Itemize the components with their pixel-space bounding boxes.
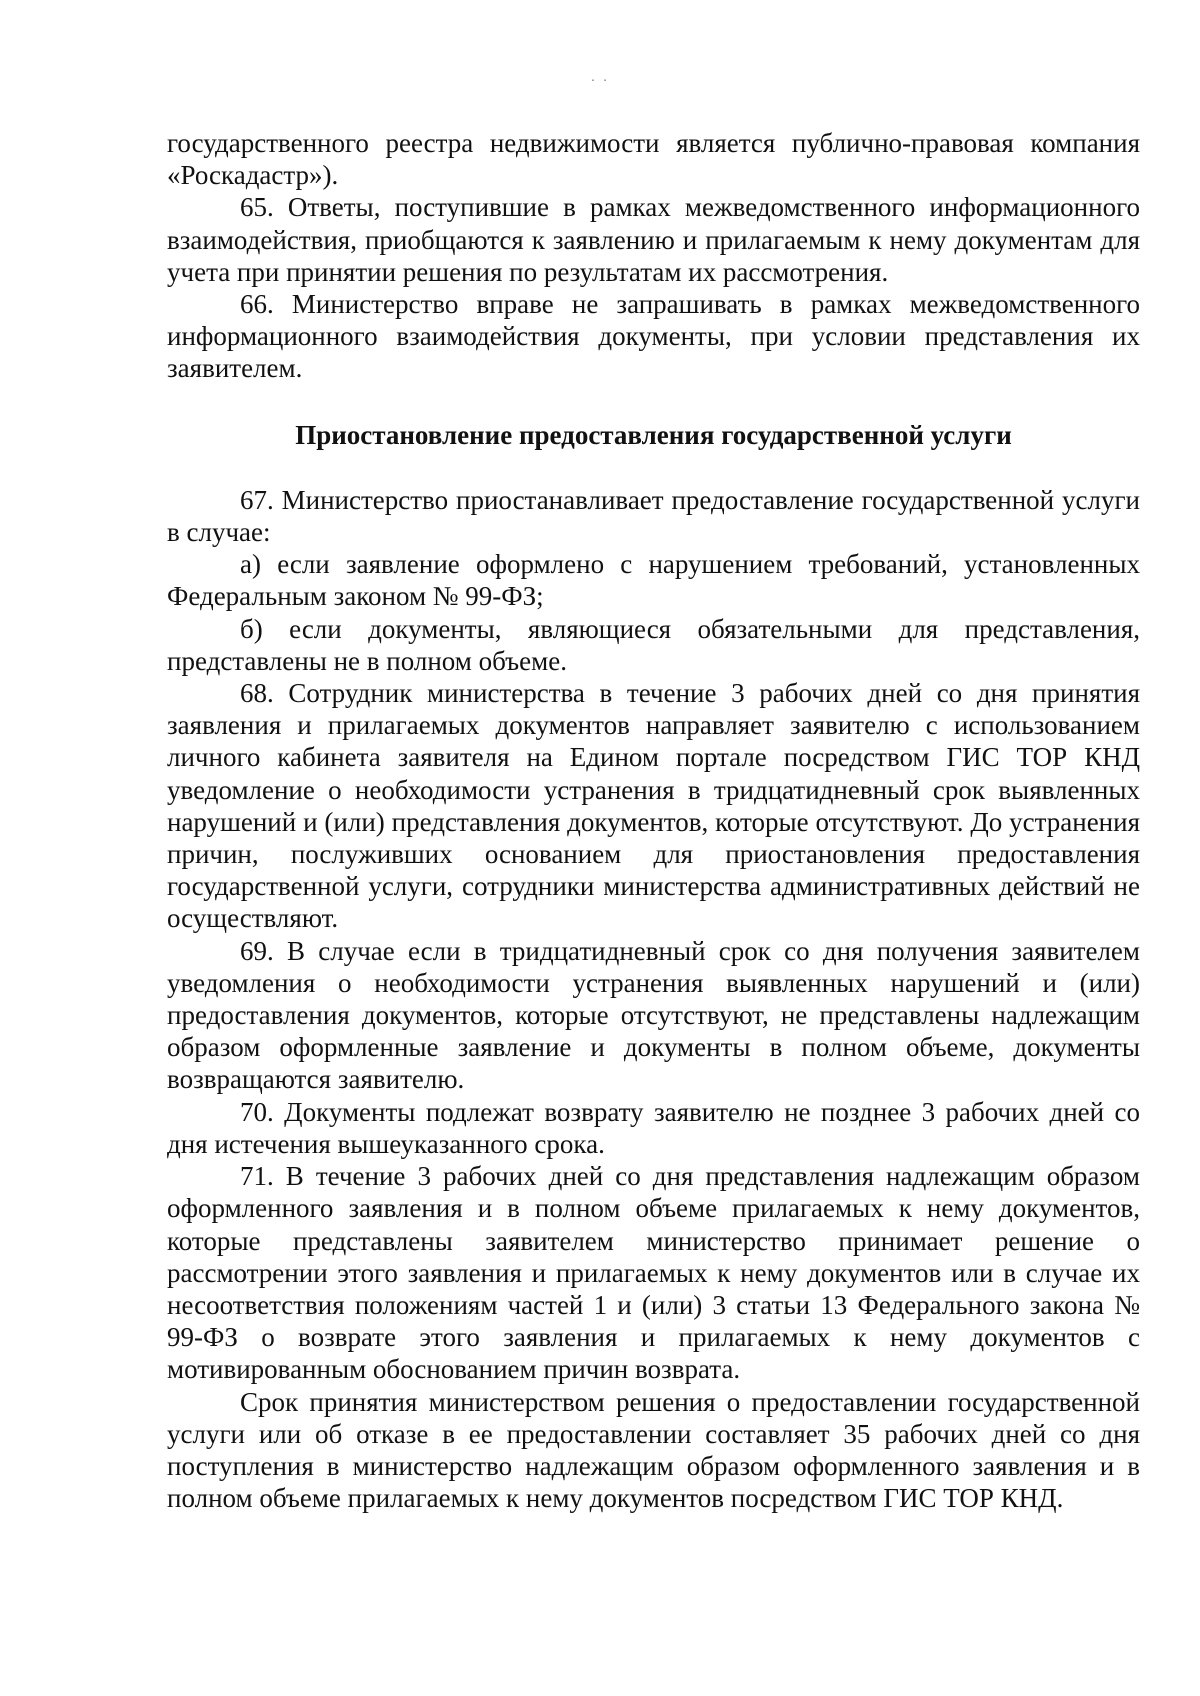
paragraph-decision-term: Срок принятия министерством решения о предоставлении государственной услуги или об отказе в ее предоставлении составляет 35 рабочих дней со дня поступления в министерство надлежащим образом оформленного заявления и в полном объеме прилагаемых к нему документов посредством ГИС ТОР КНД. (167, 1386, 1140, 1514)
paragraph-67-item-b: б) если документы, являющиеся обязательными для представления, представлены не в полном объеме. (167, 613, 1140, 676)
page-mark: · · (590, 74, 610, 89)
document-body (167, 127, 1140, 1514)
paragraph-65: 65. Ответы, поступившие в рамках межведомственного информационного взаимодействия, приобщаются к заявлению и прилагаемым к нему документам для учета при принятии решения по результатам их рассмотрения. (167, 192, 1140, 287)
paragraph-66: 66. Министерство вправе не запрашивать в рамках межведомственного информационного взаимодействия документы, при условии представления их заявителем. (167, 289, 1140, 384)
paragraph-71: 71. В течение 3 рабочих дней со дня представления надлежащим образом оформленного заявления и в полном объеме прилагаемых к нему документов, которые представлены заявителем министерство принимает решение о рассмотрении этого заявления и прилагаемых к нему документов или в случае их несоответствия положениям частей 1 и (или) 3 статьи 13 Федерального закона № 99-ФЗ о возврате этого заявления и прилагаемых к нему документов с мотивированным обоснованием причин возврата. (167, 1161, 1140, 1385)
paragraph-67: 67. Министерство приостанавливает предоставление государственной услуги в случае: (167, 484, 1140, 548)
paragraph-68: 68. Сотрудник министерства в течение 3 рабочих дней со дня принятия заявления и прилагаемых документов направляет заявителю с использованием личного кабинета заявителя на Едином портале посредством ГИС ТОР КНД уведомление о необходимости устранения в тридцатидневный срок выявленных нарушений и (или) представления документов, которые отсутствуют. До устранения причин, послуживших основанием для приостановления предоставления государственной услуги, сотрудники министерства административных действий не осуществляют. (167, 678, 1140, 934)
paragraph-67-item-a: а) если заявление оформлено с нарушением требований, установленных Федеральным законом № 99-ФЗ; (167, 549, 1140, 612)
paragraph-70: 70. Документы подлежат возврату заявителю не позднее 3 рабочих дней со дня истечения вышеуказанного срока. (167, 1096, 1140, 1159)
paragraph-69: 69. В случае если в тридцатидневный срок со дня получения заявителем уведомления о необходимости устранения выявленных нарушений и (или) предоставления документов, которые отсутствуют, не представлены надлежащим образом оформленные заявление и документы в полном объеме, документы возвращаются заявителю. (167, 935, 1140, 1095)
section-heading: Приостановление предоставления государственной услуги (295, 419, 1012, 450)
paragraph-continuation: государственного реестра недвижимости является публично-правовая компания «Роскадастр»). (167, 128, 1140, 191)
